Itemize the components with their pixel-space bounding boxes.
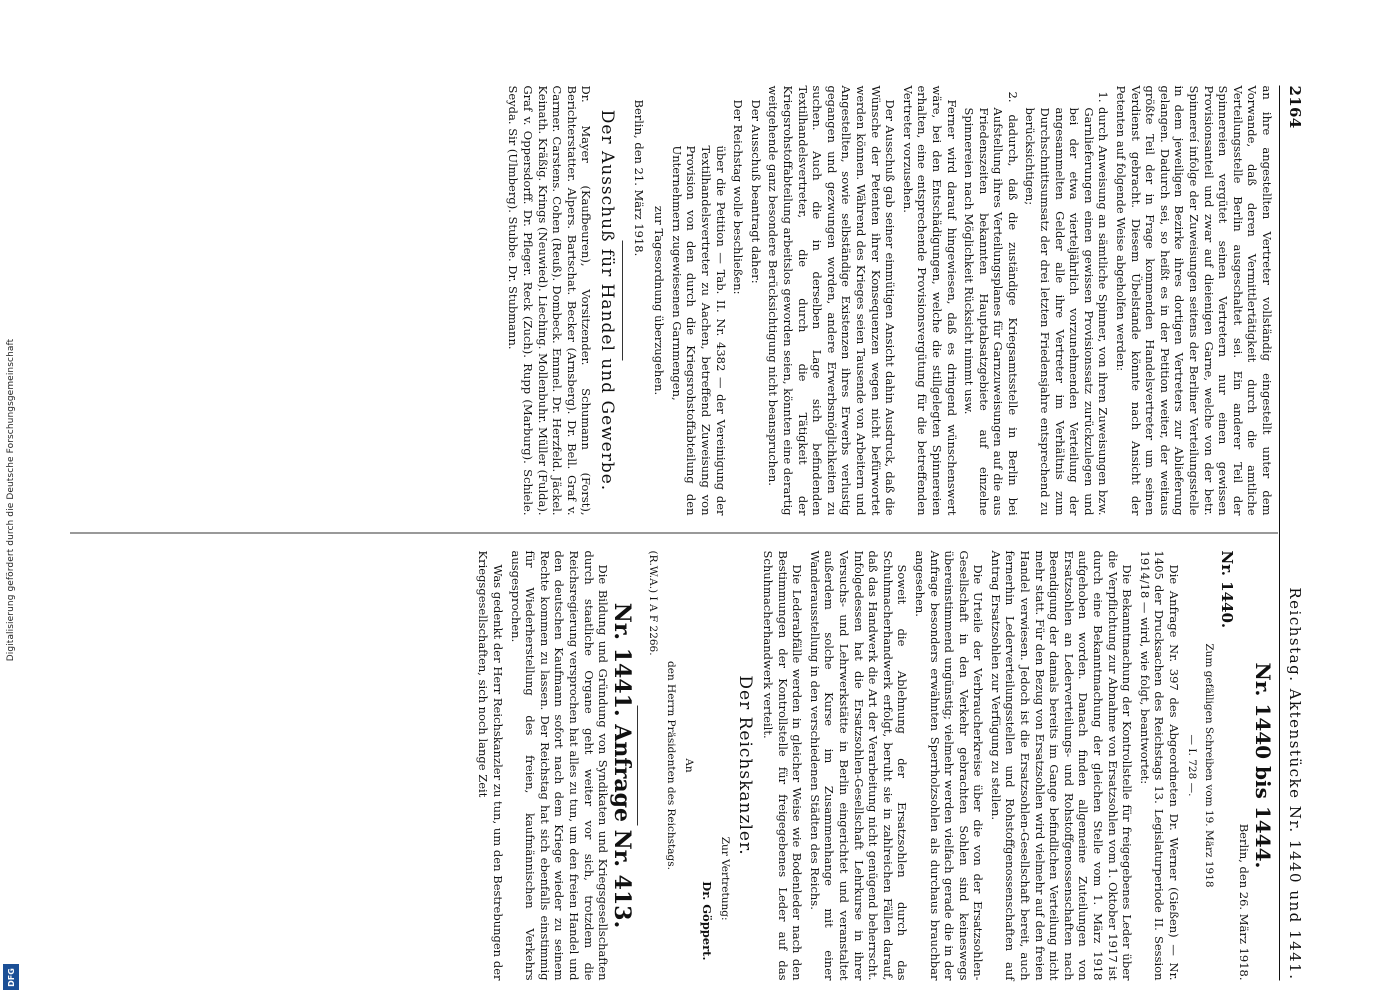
page-header xyxy=(1279,85,1310,980)
addressee-to: An xyxy=(682,757,695,773)
intro-paragraph: an ihre angestellten Vertreter vollständig eingestellt unter dem Vorwande, daß deren Vermittlertätigkeit durch die amtliche Verteilungsstelle Berlin ausgeschaltet sei. Ein anderer Teil der Spinnereien vergütet seinen Vertretern nur einen gewissen Provisionsanteil und zwar auf dieienigen Garne, welche von der betr. Spinnereí infolge der Zuweisungen seitens der Berliner Verteilungsstelle in dem jeweiligen Bezirke ihres dortigen Vertreters zur Ablieferung gelangen. Dadurch sei, so heißt es in der Petition weiter, der weitaus größte Teil der in Frage kommenden Handelsvertreter um seinen Verdienst gebracht. Diesem Übelstande könnte nach Ansicht der Petenten auf folgende Weise abgeholfen werden: xyxy=(1114,85,1274,515)
query-intro: Die Anfrage Nr. 397 des Abgeordneten Dr. Werner (Gießen) — Nr. 1405 der Drucksachen des Reichstags 13. Legislaturperiode II. Session 1914/18 — wird, wie folgt, beantwortet: xyxy=(1137,550,1182,980)
answer-paragraph: Soweit die Ablehnung der Ersatzsohlen durch das Schuhmacherhandwerk erfolgt, beruht sie in zahlreichen Fällen darauf, daß das Handwerk die Art der Verarbeitung nicht genügend beherrscht. Infolgedessen hat die Ersatzsohlen-Gesellschaft Lehrkurse in ihrer Versuchs- und Lehrwerkstätte in Berlin eingerichtet und veranstaltet außerdem solche Kurse im Zusammenhange mit einer Wanderausstellung in den verschiedenen Städten des Reichs. xyxy=(807,550,910,980)
right-column xyxy=(473,550,1274,980)
doc2-title: Nr. 1441. Anfrage Nr. 413. xyxy=(608,602,635,928)
section-date: Berlin, den 26. März 1918. xyxy=(1237,823,1252,980)
motion-intro: Der Ausschuß beantragt daher: xyxy=(748,99,763,284)
signature-role: Zur Vertretung: xyxy=(718,836,731,920)
motion-body: über die Petition — Tab. II. Nr. 4382 — der Vereinigung der Textilhandelsvertreter zu Aachen, betreffend Zuweisung von Provision von den durch die Kriegsrohstoffabteilung den Unternehmern zugewiesenen Garnmengen, xyxy=(669,145,728,515)
funding-note: Digitalisierung gefördert durch die Deutsche Forschungsgemeinschaft xyxy=(6,338,16,662)
body-paragraph: Ferner wird darauf hingewiesen, daß es dringend wünschenswert wäre, bei den Entschädigungen, welche die stillgelegten Spinnereien erhalten, eine entsprechende Provisionsvergütung für die betreffenden Vertreter vorzusehen. xyxy=(900,85,959,515)
list-item: 2. dadurch, daß die zuständige Kriegsamtsstelle in Berlin bei Aufstellung ihres Verteilungsplanes für Garnzuweisungen auf die aus Friedenszeiten bekannten Hauptabsatzgebiete auf einzelne Spinnereien nach Möglichkeit Rücksicht nimmt usw. xyxy=(962,91,1020,515)
answer-paragraph: Die Lederabfälle werden in gleicher Weise wie Bodenleder nach den Bestimmungen der Kontrollstelle für freigegebenes Leder auf das Schuhmacherhandwerk verteilt. xyxy=(761,550,805,980)
section-title: Nr. 1440 bis 1444. xyxy=(1251,662,1275,868)
doc2-paragraph: Die Bildung und Gründung von Syndikaten und Kriegsgesellschaften durch staatliche Organe geht weiter vor sich, trotzdem die Reichsregierung versprochen hat alles zu tun, um den freien Handel und den deutschen Kaufmann sofort nach dem Kriege wieder zu seinem Rechte kommen zu lassen. Der Reichstag hat sich ebenfalls einstimmig für Wiederherstellung des freien, kaufmännischen Verkehrs ausgesprochen. xyxy=(508,550,611,980)
column-divider xyxy=(70,532,1278,533)
scanned-page-area xyxy=(70,85,1310,980)
running-title: Reichstag. Aktenstücke Nr. 1440 und 1441. xyxy=(1286,586,1305,980)
date-line: Berlin, den 21. März 1918. xyxy=(631,99,646,256)
signature-org: Der Reichskanzler. xyxy=(735,674,756,856)
page-number: 2164 xyxy=(1286,85,1305,128)
file-ref: (R.W.A.) I A F 2266. xyxy=(647,550,660,656)
scanned-page xyxy=(70,85,1310,980)
list-item: 1. durch Anweisung an sämtliche Spinner, von ihren Zuweisungen bzw. Garnlieferungen einen gewissen Provisionssatz zurückzulegen und bei der etwa vierteljährlich vorzunehmenden Verteilung der angesammelten Gelder alle ihre Vertreter im Verhältnis zum Durchschnittsumsatz der drei letzten Friedensjahre entsprechend zu berücksichtigen; xyxy=(1023,91,1111,515)
signature-name: Dr. Göppert. xyxy=(700,880,715,960)
answer-paragraph: Die Bekanntmachung der Kontrollstelle für freigegebenes Leder über die Verpflichtung zur Abnahme von Ersatzsohlen vom 1. Oktober 1917 ist durch eine Bekanntmachung der gleichen Stelle vom 1. März 1918 aufgehoben worden. Danach finden allgemeine Zuteilungen von Ersatzsohlen an Lederverteilungs- und Rohstoffgenossenschaften nach Beendigung der damals bereits im Gange befindlichen Verteilung nicht mehr statt. Für den Bezug von Ersatzsohlen wird vielmehr auf den freien Handel verwiesen. Jedoch ist die Ersatzsohlen-Gesellschaft bereit, auch fernerhin Lederverteilungsstellen und Rohstoffgenossenschaften auf Antrag Ersatzsohlen zur Verfügung zu stellen. xyxy=(988,550,1135,980)
side-strip xyxy=(0,0,22,1000)
separator xyxy=(637,705,638,825)
doc-number: Nr. 1440. xyxy=(1217,550,1236,628)
doc-ref: — I. 728 —. xyxy=(1185,734,1198,796)
motion-line: Der Reichstag wolle beschließen: xyxy=(731,99,746,294)
answer-paragraph: Die Urteile der Verbraucherkreise über die von der Ersatzsohlen-Gesellschaft in den Verkehr gebrachten Sohlen sind keineswegs übereinstimmend ungünstig; vielmehr werden vielfach gerade die in der Anfrage besonders erwähnten Sperrholzsohlen als durchaus brauchbar angesehen. xyxy=(912,550,986,980)
doc-subtitle: Zum gefälligen Schreiben vom 19. März 1918 xyxy=(1203,642,1216,888)
committee-title: Der Ausschuß für Handel und Gewerbe. xyxy=(597,109,618,491)
addressee: den Herrn Präsidenten des Reichstags. xyxy=(665,660,678,870)
doc2-paragraph: Was gedenkt der Herr Reichskanzler zu tun, um den Bestrebungen der Kriegsgesellschaften, sich noch lange Zeit xyxy=(476,550,506,980)
motion-end: zur Tagesordnung überzugehen. xyxy=(652,205,667,395)
left-column xyxy=(503,85,1274,515)
separator xyxy=(622,240,623,360)
committee-members: Dr. Mayer (Kaufbeuren), Vorsitzender. Schumann (Forst), Berichterstatter. Alpers. Bartschat. Becker (Arnsberg). Dr. Bell. Graf v. Carmer. Carstens. Cohen (Reuß). Dombeck. Emmel. Dr. Herzfeld. Jäckel. Keinath. Kräßig. Krings (Neuwied). Lieching. Mollenbuhr. Müller (Fulda). Graf v. Oppersdorff. Dr. Pfleger. Reck (Zuch). Rupp (Marburg). Schiele. Seyda. Sir (Ulmberg). Stubbe. Dr. Stubmann. xyxy=(506,85,594,515)
dfg-logo: DFG xyxy=(3,964,19,990)
body-paragraph: Der Ausschuß gab seiner einmütigen Ansicht dahin Ausdruck, daß die Wünsche der Petenten ihrer Konsequenzen wegen nicht befürwortet werden können. Während des Krieges seien Tausende von Arbeitern und Angestellten, sowie selbständige Existenzen ihres Erwerbs verlustig gegangen und gezwungen worden, andere Erwerbsmöglichkeiten zu suchen. Auch die in derselben Lage sich befindenden Textilhandelsvertreter, die durch die Tätigkeit der Kriegsrohstoffabteilung arbeitslos geworden seien, könnten eine derartig weitgehende ganz besondere Berücksichtigung nicht beanspruchen. xyxy=(766,85,898,515)
